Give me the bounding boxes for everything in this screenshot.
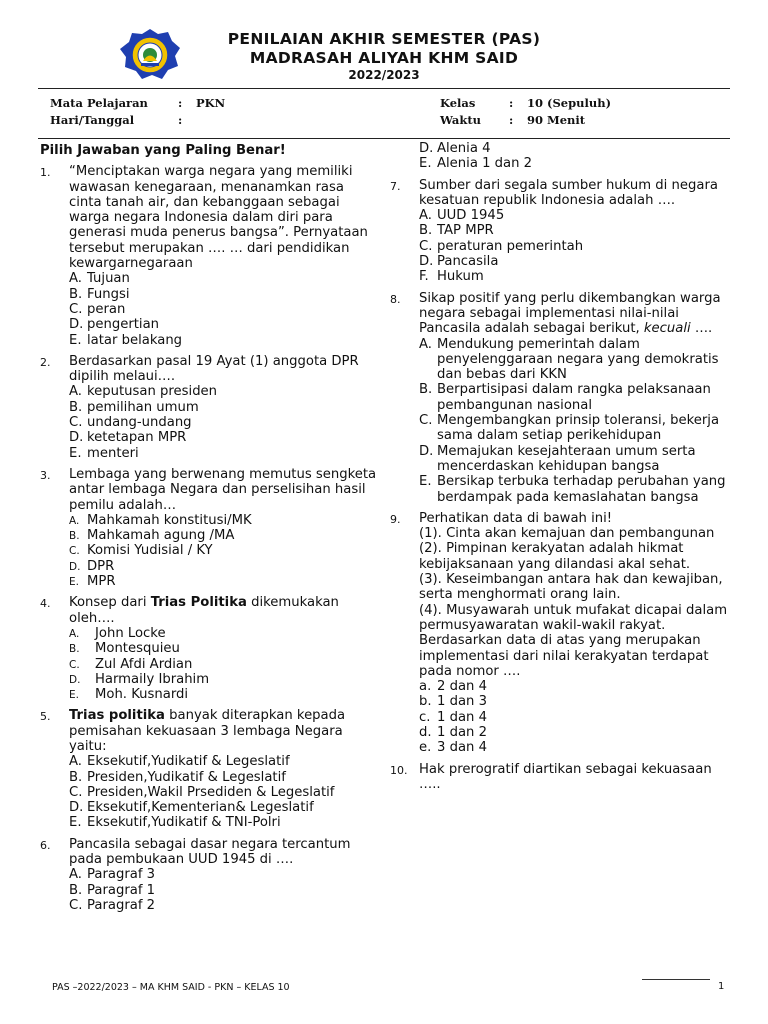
option[interactable]: A. UUD 1945: [419, 208, 505, 224]
option[interactable]: C. Paragraf 2: [69, 897, 156, 913]
question-3: [40, 467, 378, 589]
option[interactable]: B. Paragraf 1: [69, 882, 156, 898]
option[interactable]: C. peran: [69, 301, 126, 317]
question-text: “Menciptakan warga negara yang memiliki wawasan kenegaraan, menanamkan rasa cinta tanah air, dan kebanggaan sebagai warga negara Indonesia dalam diri para generasi muda penerus bangsa”. Pernyataan tersebut merupakan …. … dari pendidikan kewargarnegaraan: [69, 164, 368, 272]
option[interactable]: D. Alenia 4: [419, 141, 491, 156]
header-divider-top: [38, 88, 730, 89]
document-header: [0, 0, 768, 88]
data-item-4: (4). Musyawarah untuk mufakat dicapai dalam permusyawaratan wakil-wakil rakyat.: [419, 602, 728, 633]
question-text: Berdasarkan pasal 19 Ayat (1) anggota DPR dipilih melaui….: [69, 353, 359, 385]
data-item-1: (1). Cinta akan kemajuan dan pembangunan: [419, 526, 715, 542]
question-10: [390, 762, 732, 793]
day-separator: :: [178, 113, 183, 127]
class-separator: :: [509, 96, 514, 110]
question-9: [390, 511, 732, 756]
time-label: Waktu: [440, 113, 482, 127]
question-number: 6.: [40, 838, 51, 852]
option[interactable]: A. Mendukung pemerintah dalam penyelenggaraan negara yang demokratis dan bebas dari KKN: [419, 336, 719, 383]
question-number: 1.: [40, 166, 51, 180]
header-divider-bottom: [38, 138, 730, 139]
option[interactable]: B. Fungsi: [69, 286, 130, 302]
question-text: Pancasila sebagai dasar negara tercantum pada pembukaan UUD 1945 di ….: [69, 836, 351, 868]
exam-title: PENILAIAN AKHIR SEMESTER (PAS): [227, 30, 541, 48]
option[interactable]: C. Komisi Yudisial / KY: [69, 543, 213, 559]
question-text-2: pada nomor ….: [419, 663, 521, 679]
option[interactable]: E. Alenia 1 dan 2: [419, 156, 533, 172]
option[interactable]: C. Mengembangkan prinsip toleransi, bekerja sama dalam setiap perikehidupan: [419, 413, 720, 444]
question-text: Trias politika banyak diterapkan kepada pemisahan kekuasaan 3 lembaga Negara yaitu:: [69, 708, 346, 754]
data-item-3: (3). Keseimbangan antara hak dan kewajiban, serta menghormati orang lain.: [419, 572, 723, 603]
question-2: [40, 354, 378, 461]
option[interactable]: D. ketetapan MPR: [69, 430, 187, 446]
school-name: MADRASAH ALIYAH KHM SAID: [249, 49, 519, 67]
option[interactable]: A. Eksekutif,Yudikatif & Legeslatif: [69, 754, 290, 770]
question-number: 3.: [40, 468, 51, 482]
option[interactable]: C. Zul Afdi Ardian: [69, 656, 193, 672]
option[interactable]: B. Presiden,Yudikatif & Legeslatif: [69, 769, 286, 785]
option[interactable]: A. Mahkamah konstitusi/MK: [69, 512, 252, 528]
question-text: Berdasarkan data di atas yang merupakan implementasi dari nilai kerakyatan terdapat: [419, 633, 709, 664]
option[interactable]: e. 3 dan 4: [419, 740, 487, 756]
question-6-continued: [390, 141, 732, 172]
question-number: 9.: [390, 512, 401, 526]
question-6: [40, 837, 378, 913]
footer-divider: [642, 979, 710, 980]
option[interactable]: B. Berpartisipasi dalam rangka pelaksanaan pembangunan nasional: [419, 382, 711, 413]
question-text: Sikap positif yang perlu dikembangkan warga negara sebagai implementasi nilai-nilai Pancasila adalah sebagai berikut, kecuali ….: [419, 290, 721, 337]
question-intro: Perhatikan data di bawah ini!: [419, 510, 613, 526]
question-text: Sumber dari segala sumber hukum di negara kesatuan republik Indonesia adalah ….: [419, 177, 718, 208]
option[interactable]: E. menteri: [69, 445, 139, 461]
option[interactable]: E. Moh. Kusnardi: [69, 687, 189, 703]
question-number: 2.: [40, 355, 51, 369]
option[interactable]: A. Paragraf 3: [69, 867, 156, 883]
title-block: [0, 30, 768, 82]
subject-label: Mata Pelajaran: [50, 96, 148, 110]
subject-separator: :: [178, 96, 183, 110]
option[interactable]: B. TAP MPR: [419, 223, 494, 239]
page-footer: PAS –2022/2023 – MA KHM SAID - PKN – KELAS 10: [52, 982, 290, 993]
questions-column-right: [390, 143, 732, 798]
option[interactable]: F. Hukum: [419, 269, 484, 285]
option[interactable]: B. Mahkamah agung /MA: [69, 528, 235, 544]
question-7: [390, 178, 732, 285]
day-label: Hari/Tanggal: [50, 113, 135, 127]
question-number: 10.: [390, 763, 408, 777]
option[interactable]: C. Presiden,Wakil Prsediden & Legeslatif: [69, 784, 335, 800]
time-separator: :: [509, 113, 514, 127]
option[interactable]: D. Harmaily Ibrahim: [69, 671, 210, 687]
option[interactable]: c. 1 dan 4: [419, 709, 487, 725]
question-1: [40, 164, 378, 348]
option[interactable]: C. undang-undang: [69, 415, 192, 431]
option[interactable]: D. Pancasila: [419, 254, 499, 270]
option[interactable]: D. pengertian: [69, 317, 160, 333]
question-4: [40, 595, 378, 702]
option[interactable]: D. Memajukan kesejahteraan umum serta mencerdaskan kehidupan bangsa: [419, 443, 696, 474]
option[interactable]: E. Eksekutif,Yudikatif & TNI-Polri: [69, 815, 281, 831]
data-item-2: (2). Pimpinan kerakyatan adalah hikmat kebijaksanaan yang dilandasi akal sehat.: [419, 541, 691, 572]
option[interactable]: E. latar belakang: [69, 332, 183, 348]
option[interactable]: A. Tujuan: [69, 271, 130, 287]
class-label: Kelas: [440, 96, 476, 110]
question-number: 5.: [40, 710, 51, 724]
class-value: 10 (Sepuluh): [527, 96, 612, 110]
option[interactable]: A. keputusan presiden: [69, 384, 218, 400]
question-text: Konsep dari Trias Politika dikemukakan oleh….: [69, 595, 339, 626]
option[interactable]: D. DPR: [69, 558, 115, 574]
option[interactable]: a. 2 dan 4: [419, 679, 487, 695]
time-value: 90 Menit: [527, 113, 586, 127]
option[interactable]: C. peraturan pemerintah: [419, 238, 584, 254]
question-text: Hak prerogratif diartikan sebagai kekuasaan …..: [419, 761, 712, 792]
subject-value: PKN: [196, 96, 226, 110]
question-8: [390, 291, 732, 505]
academic-year: 2022/2023: [348, 68, 420, 82]
question-number: 7.: [390, 179, 401, 193]
question-number: 4.: [40, 597, 51, 611]
question-number: 8.: [390, 292, 401, 306]
option[interactable]: A. John Locke: [69, 625, 166, 641]
option[interactable]: E. MPR: [69, 574, 116, 590]
question-text: Lembaga yang berwenang memutus sengketa antar lembaga Negara dan perselisihan hasil pemilu adalah…: [69, 466, 377, 513]
option[interactable]: b. 1 dan 3: [419, 694, 487, 710]
option[interactable]: D. Eksekutif,Kementerian& Legeslatif: [69, 800, 314, 816]
option[interactable]: d. 1 dan 2: [419, 724, 487, 740]
option[interactable]: B. Montesquieu: [69, 641, 180, 657]
option[interactable]: E. Bersikap terbuka terhadap perubahan yang berdampak pada kemaslahatan bangsa: [419, 474, 726, 505]
option[interactable]: B. pemilihan umum: [69, 399, 199, 415]
question-5: [40, 708, 378, 830]
instruction: Pilih Jawaban yang Paling Benar!: [40, 143, 286, 158]
questions-column-left: [40, 143, 378, 919]
page-number: 1: [718, 981, 725, 992]
